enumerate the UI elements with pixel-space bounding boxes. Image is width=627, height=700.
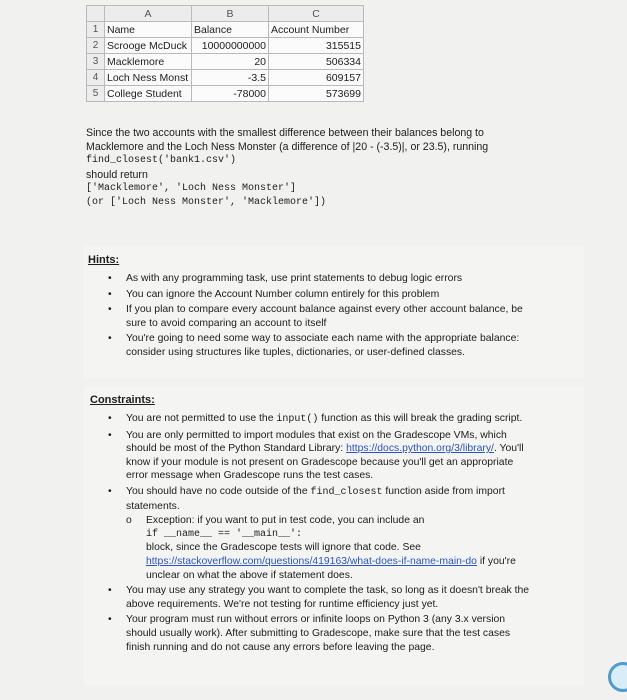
example-paragraph bbox=[86, 126, 556, 210]
cell-account: 506334 bbox=[269, 54, 364, 70]
list-item: • You should have no code outside of the find_closest function aside from import statements. o Exception: if you want to put in test code, you can include an if __name__ == '__main__': block, since the Gradescope tests will ignore that code. See https://stackoverflow.com/questions/419163/what-does-if-name-main-do if you're unclear on what the above if statement does. bbox=[106, 485, 566, 582]
hints-list bbox=[106, 272, 566, 362]
list-item: • Your program must run without errors or infinite loops on Python 3 (any 3.x version should usually work). After submitting to Gradescope, make sure that the test cases finish running and do not cause any errors before leaving the page. bbox=[108, 614, 511, 653]
text-line: Since the two accounts with the smallest difference between their balances belong to bbox=[86, 127, 484, 139]
row-number: 4 bbox=[87, 70, 105, 86]
code-result: ['Macklemore', 'Loch Ness Monster'] bbox=[86, 183, 297, 194]
code-call: find_closest('bank1.csv') bbox=[86, 155, 237, 166]
row-number: 3 bbox=[87, 54, 105, 70]
row-number: 5 bbox=[87, 86, 105, 102]
cell-account: 315515 bbox=[269, 38, 364, 54]
bullet-icon: • bbox=[108, 585, 112, 597]
bullet-icon: • bbox=[108, 304, 112, 316]
list-item: • You are only permitted to import modules that exist on the Gradescope VMs, which should be most of the Python Standard Library: https://docs.python.org/3/library/. You'll know if your module is not present on Gradescope because you'll get an appropriate error message when Gradescope runs the test cases. bbox=[108, 429, 524, 482]
list-item: • You are not permitted to use the input() function as this will break the grading script. bbox=[108, 413, 523, 425]
cell-balance: Balance bbox=[192, 22, 269, 38]
circle-bullet-icon: o bbox=[126, 515, 132, 527]
list-item: • As with any programming task, use print statements to debug logic errors bbox=[108, 273, 463, 284]
constraints-list bbox=[106, 412, 566, 656]
stackoverflow-link[interactable]: https://stackoverflow.com/questions/419163/what-does-if-name-main-do bbox=[146, 555, 477, 567]
table-row bbox=[87, 22, 364, 38]
cell-balance: -3.5 bbox=[192, 70, 269, 86]
hints-section bbox=[84, 246, 584, 378]
bullet-icon: • bbox=[108, 413, 112, 424]
floating-circle-button[interactable] bbox=[608, 662, 627, 692]
cell-balance: 10000000000 bbox=[192, 38, 269, 54]
inline-code: input() bbox=[276, 414, 319, 425]
row-number: 1 bbox=[87, 22, 105, 38]
cell-name: Scrooge McDuck bbox=[105, 38, 192, 54]
inline-code: find_closest bbox=[310, 486, 383, 498]
bullet-icon: • bbox=[108, 614, 112, 626]
bullet-icon: • bbox=[108, 273, 112, 284]
hints-title: Hints: bbox=[88, 254, 120, 266]
text-line: Macklemore and the Loch Ness Monster (a difference of |20 - (-3.5)|, or 23.5), running bbox=[86, 141, 489, 153]
list-item: • You may use any strategy you want to complete the task, so long as it doesn't break the above requirements. We're not testing for runtime efficiency just yet. bbox=[108, 585, 530, 610]
cell-account: Account Number bbox=[269, 22, 364, 38]
cell-balance: 20 bbox=[192, 54, 269, 70]
col-header-c: C bbox=[269, 6, 364, 22]
col-header-b: B bbox=[192, 6, 269, 22]
table-row bbox=[87, 38, 364, 54]
code-result-alt: (or ['Loch Ness Monster', 'Macklemore']) bbox=[86, 197, 327, 208]
table-row bbox=[87, 70, 364, 86]
inline-code: if __name__ == '__main__': bbox=[146, 528, 303, 540]
cell-balance: -78000 bbox=[192, 86, 269, 102]
cell-name: Loch Ness Monst bbox=[105, 70, 192, 86]
row-number: 2 bbox=[87, 38, 105, 54]
list-item: • You're going to need some way to associate each name with the appropriate balance: consider using structures like tuples, dictionaries, or user-defined classes. bbox=[108, 333, 520, 358]
bullet-icon: • bbox=[108, 288, 112, 300]
constraints-section bbox=[84, 386, 584, 686]
cell-account: 609157 bbox=[269, 70, 364, 86]
list-item: • You can ignore the Account Number column entirely for this problem bbox=[108, 288, 440, 300]
corner-cell bbox=[87, 6, 105, 22]
col-header-a: A bbox=[105, 6, 192, 22]
cell-name: Name bbox=[105, 22, 192, 38]
sub-list-item: o Exception: if you want to put in test code, you can include an if __name__ == '__main__': block, since the Gradescope tests will ignore that code. See https://stackoverflow.com/questions/419163/what-does-if-name-main-do if you're unclear on what the above if statement does. bbox=[106, 514, 566, 582]
constraints-title: Constraints: bbox=[90, 394, 155, 406]
column-header-row bbox=[87, 6, 364, 22]
table-row bbox=[87, 54, 364, 70]
cell-name: College Student bbox=[105, 86, 192, 102]
bullet-icon: • bbox=[108, 333, 112, 345]
python-library-link[interactable]: https://docs.python.org/3/library/ bbox=[346, 443, 494, 455]
bullet-icon: • bbox=[108, 485, 112, 497]
list-item: • If you plan to compare every account balance against every other account balance, be sure to avoid comparing an account to itself bbox=[108, 304, 523, 329]
bullet-icon: • bbox=[108, 429, 112, 441]
text-line: should return bbox=[86, 169, 148, 181]
spreadsheet-table bbox=[86, 5, 364, 102]
table-row bbox=[87, 86, 364, 102]
cell-account: 573699 bbox=[269, 86, 364, 102]
cell-name: Macklemore bbox=[105, 54, 192, 70]
